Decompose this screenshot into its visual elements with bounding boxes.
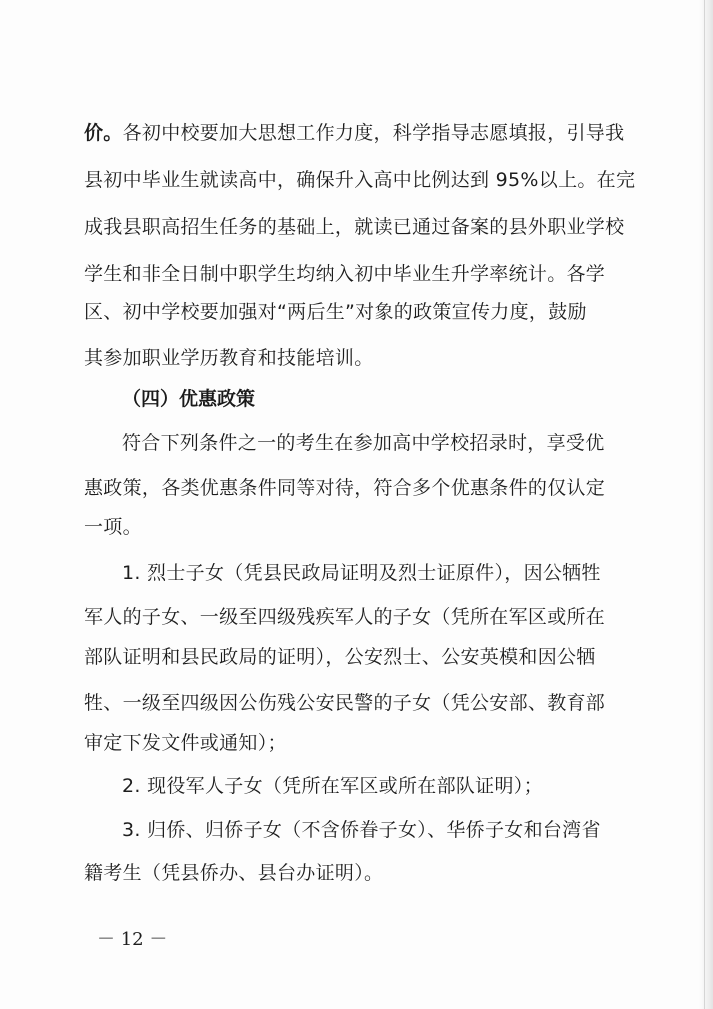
- paragraph-line: [84, 118, 624, 145]
- paragraph-line: 区、初中学校要加强对“两后生”对象的政策宣传力度，鼓励: [84, 301, 587, 323]
- list-item-line: 部队证明和县民政局的证明），公安烈士、公安英模和因公牺: [84, 646, 596, 668]
- list-item-line: 2. 现役军人子女（凭所在军区或所在部队证明）；: [122, 775, 543, 797]
- paragraph-line: 其参加职业学历教育和技能培训。: [84, 347, 374, 369]
- paragraph-line: 成我县职高招生任务的基础上，就读已通过备案的县外职业学校: [84, 216, 625, 238]
- paragraph-line: 学生和非全日制中职学生均纳入初中毕业生升学率统计。各学: [84, 263, 606, 285]
- page-number: － 12 －: [97, 929, 168, 950]
- scan-edge-shadow: [699, 0, 713, 1009]
- list-item-line: 审定下发文件或通知）；: [84, 732, 287, 754]
- line-text: 各初中校要加大思想工作力度，科学指导志愿填报，引导我: [122, 122, 625, 144]
- lead-word: 价。: [84, 122, 123, 144]
- list-item-line: 牲、一级至四级因公伤残公安民警的子女（凭公安部、教育部: [84, 692, 606, 714]
- list-item-line: 籍考生（凭县侨办、县台办证明）。: [84, 862, 384, 884]
- section-heading: （四）优惠政策: [122, 388, 256, 410]
- paragraph-line: 县初中毕业生就读高中，确保升入高中比例达到 95%以上。在完: [84, 169, 636, 191]
- scan-edge-line: [704, 0, 705, 1009]
- paragraph-line: 惠政策，各类优惠条件同等对待，符合多个优惠条件的仅认定: [84, 477, 606, 499]
- list-item-line: 3. 归侨、归侨子女（不含侨眷子女）、华侨子女和台湾省: [122, 819, 601, 841]
- paragraph-line: 一项。: [84, 516, 142, 538]
- list-item-line: 1. 烈士子女（凭县民政局证明及烈士证原件），因公牺牲: [122, 562, 601, 584]
- paragraph-line: 符合下列条件之一的考生在参加高中学校招录时，享受优: [122, 432, 605, 454]
- list-item-line: 军人的子女、一级至四级残疾军人的子女（凭所在军区或所在: [84, 606, 606, 628]
